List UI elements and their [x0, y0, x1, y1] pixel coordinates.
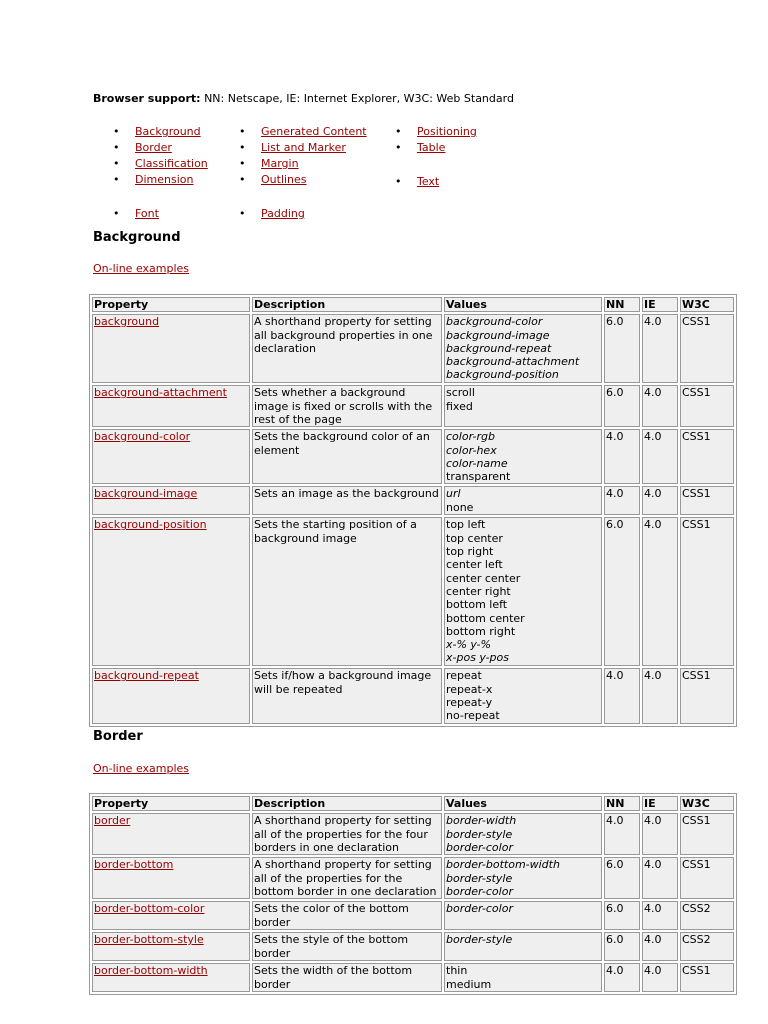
value-item: border-style: [446, 827, 513, 841]
w3c-version-cell: CSS1: [680, 517, 734, 666]
value-item: none: [446, 500, 474, 514]
value-item: scroll: [446, 386, 475, 400]
value-item: medium: [446, 977, 492, 991]
value-item: color-name: [446, 456, 508, 470]
values-cell: [444, 901, 602, 930]
bullet-icon: •: [239, 125, 246, 138]
property-link[interactable]: background-color: [94, 430, 191, 444]
ie-version-cell: 4.0: [642, 963, 678, 992]
description-cell: Sets the width of the bottom border: [252, 963, 442, 992]
column-header: IE: [642, 297, 678, 312]
values-cell: [444, 668, 602, 723]
property-link[interactable]: background-attachment: [94, 386, 227, 400]
table-row: [92, 517, 734, 666]
nn-version-cell: 4.0: [604, 813, 640, 855]
property-cell: [92, 963, 250, 992]
description-cell: Sets the background color of an element: [252, 429, 442, 484]
column-header: Property: [92, 297, 250, 312]
nav-link[interactable]: Positioning: [417, 125, 477, 138]
values-cell: [444, 813, 602, 855]
value-item: x-% y-%: [446, 638, 491, 652]
ie-version-cell: 4.0: [642, 932, 678, 961]
ie-version-cell: 4.0: [642, 857, 678, 899]
column-header: W3C: [680, 796, 734, 811]
ie-version-cell: 4.0: [642, 429, 678, 484]
values-cell: [444, 429, 602, 484]
nav-link[interactable]: List and Marker: [261, 141, 346, 154]
value-item: border-style: [446, 871, 513, 885]
ie-version-cell: 4.0: [642, 385, 678, 427]
description-cell: Sets an image as the background: [252, 486, 442, 515]
value-item: transparent: [446, 470, 511, 484]
nn-version-cell: 6.0: [604, 901, 640, 930]
description-cell: A shorthand property for setting all of the properties for the bottom border in one declaration: [252, 857, 442, 899]
bullet-icon: •: [395, 125, 402, 138]
value-item: border-width: [446, 814, 517, 828]
value-item: background-attachment: [446, 355, 580, 369]
property-link[interactable]: border-bottom-width: [94, 964, 208, 978]
property-link[interactable]: background-position: [94, 518, 207, 532]
description-cell: Sets the starting position of a background image: [252, 517, 442, 666]
value-item: center right: [446, 584, 511, 598]
value-item: border-color: [446, 884, 513, 898]
table-row: [92, 857, 734, 899]
bullet-icon: •: [113, 207, 120, 220]
section-title-border: Border: [93, 729, 143, 744]
value-item: center center: [446, 571, 521, 585]
table-row: [92, 486, 734, 515]
property-cell: [92, 314, 250, 383]
property-cell: [92, 385, 250, 427]
value-item: color-hex: [446, 443, 497, 457]
section-nav: [93, 124, 543, 222]
value-item: color-rgb: [446, 430, 495, 444]
values-cell: [444, 314, 602, 383]
value-item: border-style: [446, 933, 513, 947]
property-cell: [92, 429, 250, 484]
browser-support-label: Browser support:: [93, 92, 201, 105]
nn-version-cell: 6.0: [604, 857, 640, 899]
w3c-version-cell: CSS1: [680, 314, 734, 383]
column-header: Values: [444, 297, 602, 312]
nn-version-cell: 4.0: [604, 486, 640, 515]
value-item: border-bottom-width: [446, 858, 560, 872]
property-cell: [92, 857, 250, 899]
value-item: thin: [446, 964, 468, 978]
table-row: [92, 668, 734, 723]
bullet-icon: •: [395, 141, 402, 154]
column-header: Values: [444, 796, 602, 811]
table-row: [92, 963, 734, 992]
description-cell: Sets the style of the bottom border: [252, 932, 442, 961]
w3c-version-cell: CSS2: [680, 901, 734, 930]
column-header: IE: [642, 796, 678, 811]
column-header: Property: [92, 796, 250, 811]
property-link[interactable]: background-repeat: [94, 669, 199, 683]
description-cell: Sets whether a background image is fixed or scrolls with the rest of the page: [252, 385, 442, 427]
nn-version-cell: 4.0: [604, 963, 640, 992]
background-properties-table: [89, 294, 737, 727]
table-row: [92, 901, 734, 930]
table-row: [92, 932, 734, 961]
table-row: [92, 314, 734, 383]
value-item: bottom left: [446, 598, 508, 612]
property-link[interactable]: background: [94, 315, 160, 329]
w3c-version-cell: CSS1: [680, 813, 734, 855]
value-item: repeat-y: [446, 696, 493, 710]
values-cell: [444, 857, 602, 899]
property-link[interactable]: border-bottom-style: [94, 933, 204, 947]
values-cell: [444, 385, 602, 427]
property-cell: [92, 813, 250, 855]
value-item: bottom right: [446, 624, 516, 638]
bullet-icon: •: [113, 173, 120, 186]
w3c-version-cell: CSS2: [680, 932, 734, 961]
property-cell: [92, 901, 250, 930]
ie-version-cell: 4.0: [642, 314, 678, 383]
values-cell: [444, 517, 602, 666]
property-cell: [92, 486, 250, 515]
w3c-version-cell: CSS1: [680, 963, 734, 992]
values-cell: [444, 932, 602, 961]
value-item: background-image: [446, 328, 550, 342]
section-title-background: Background: [93, 230, 181, 245]
bullet-icon: •: [113, 125, 120, 138]
nn-version-cell: 4.0: [604, 668, 640, 723]
bullet-icon: •: [239, 207, 246, 220]
nn-version-cell: 4.0: [604, 429, 640, 484]
nav-link[interactable]: Dimension: [135, 173, 194, 186]
value-item: background-color: [446, 315, 543, 329]
description-cell: Sets the color of the bottom border: [252, 901, 442, 930]
value-item: repeat: [446, 669, 482, 683]
value-item: bottom center: [446, 611, 525, 625]
ie-version-cell: 4.0: [642, 813, 678, 855]
value-item: repeat-x: [446, 682, 493, 696]
value-item: center left: [446, 558, 503, 572]
column-header: W3C: [680, 297, 734, 312]
value-item: fixed: [446, 399, 473, 413]
value-item: no-repeat: [446, 709, 500, 723]
value-item: top left: [446, 518, 486, 532]
bullet-icon: •: [113, 157, 120, 170]
property-link[interactable]: border-bottom-color: [94, 902, 205, 916]
bullet-icon: •: [239, 173, 246, 186]
nav-link[interactable]: Margin: [261, 157, 299, 170]
online-examples-link-border[interactable]: On-line examples: [93, 762, 190, 775]
nn-version-cell: 6.0: [604, 932, 640, 961]
values-cell: [444, 963, 602, 992]
nav-link[interactable]: Font: [135, 207, 159, 220]
w3c-version-cell: CSS1: [680, 429, 734, 484]
value-item: background-repeat: [446, 341, 552, 355]
value-item: url: [446, 487, 461, 501]
table-row: [92, 813, 734, 855]
nav-link[interactable]: Table: [417, 141, 446, 154]
w3c-version-cell: CSS1: [680, 857, 734, 899]
description-cell: A shorthand property for setting all of the properties for the four borders in one declaration: [252, 813, 442, 855]
description-cell: A shorthand property for setting all background properties in one declaration: [252, 314, 442, 383]
column-header: Description: [252, 297, 442, 312]
value-item: top center: [446, 531, 503, 545]
values-cell: [444, 486, 602, 515]
nav-link[interactable]: Generated Content: [261, 125, 367, 138]
bullet-icon: •: [395, 175, 402, 188]
column-header: NN: [604, 297, 640, 312]
property-cell: [92, 517, 250, 666]
table-header-row: [92, 796, 734, 811]
property-link[interactable]: background-image: [94, 487, 198, 501]
nav-link[interactable]: Outlines: [261, 173, 307, 186]
nn-version-cell: 6.0: [604, 385, 640, 427]
bullet-icon: •: [113, 141, 120, 154]
nav-link[interactable]: Background: [135, 125, 201, 138]
ie-version-cell: 4.0: [642, 901, 678, 930]
nav-link[interactable]: Padding: [261, 207, 305, 220]
browser-support-text: NN: Netscape, IE: Internet Explorer, W3C: Web Standard: [204, 92, 514, 105]
w3c-version-cell: CSS1: [680, 385, 734, 427]
column-header: Description: [252, 796, 442, 811]
table-row: [92, 429, 734, 484]
table-row: [92, 385, 734, 427]
bullet-icon: •: [239, 141, 246, 154]
nav-link[interactable]: Classification: [135, 157, 208, 170]
nn-version-cell: 6.0: [604, 314, 640, 383]
browser-support-note: [93, 92, 514, 105]
property-link[interactable]: border: [94, 814, 131, 828]
value-item: border-color: [446, 902, 513, 916]
ie-version-cell: 4.0: [642, 668, 678, 723]
value-item: x-pos y-pos: [446, 651, 509, 665]
w3c-version-cell: CSS1: [680, 668, 734, 723]
nav-link[interactable]: Border: [135, 141, 172, 154]
value-item: top right: [446, 545, 494, 559]
ie-version-cell: 4.0: [642, 486, 678, 515]
value-item: border-color: [446, 840, 513, 854]
column-header: NN: [604, 796, 640, 811]
property-cell: [92, 932, 250, 961]
description-cell: Sets if/how a background image will be repeated: [252, 668, 442, 723]
property-cell: [92, 668, 250, 723]
nav-link[interactable]: Text: [417, 175, 440, 188]
property-link[interactable]: border-bottom: [94, 858, 174, 872]
bullet-icon: •: [239, 157, 246, 170]
ie-version-cell: 4.0: [642, 517, 678, 666]
border-properties-table: [89, 793, 737, 995]
nn-version-cell: 6.0: [604, 517, 640, 666]
table-header-row: [92, 297, 734, 312]
value-item: background-position: [446, 368, 559, 382]
w3c-version-cell: CSS1: [680, 486, 734, 515]
online-examples-link-background[interactable]: On-line examples: [93, 262, 190, 275]
